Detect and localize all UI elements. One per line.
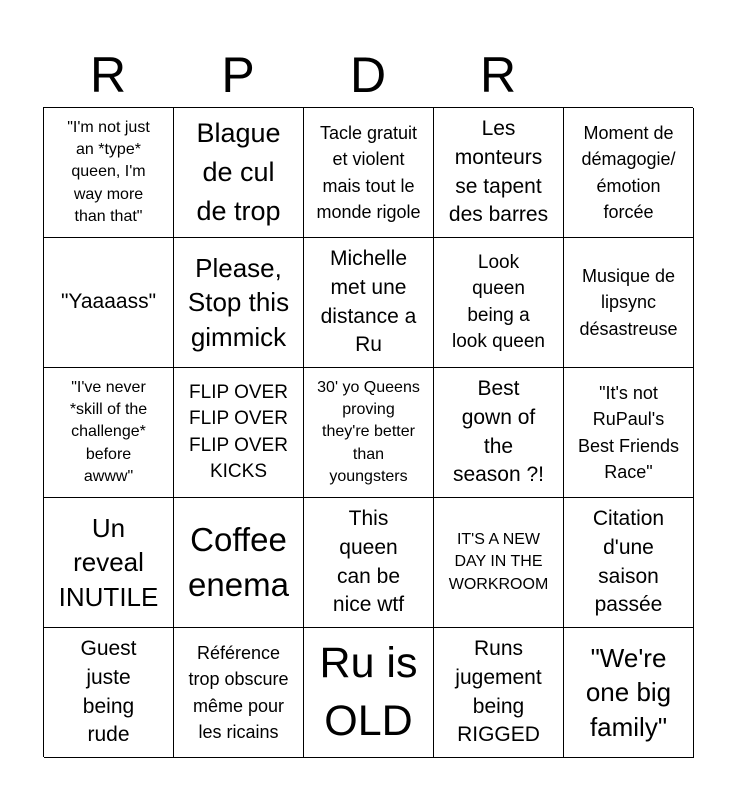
cell-text: Moment de démagogie/ émotion forcée: [581, 123, 676, 222]
bingo-cell-1-5[interactable]: [564, 108, 694, 238]
cell-text: Blague de cul de trop: [196, 117, 281, 227]
bingo-cell-1-4[interactable]: [434, 108, 564, 238]
bingo-cell-4-1[interactable]: [44, 498, 174, 628]
bingo-cell-3-1[interactable]: [44, 368, 174, 498]
cell-text: Coffee enema: [188, 520, 289, 603]
bingo-cell-4-4[interactable]: [434, 498, 564, 628]
bingo-cell-2-1[interactable]: [44, 238, 174, 368]
cell-text: Les monteurs se tapent des barres: [448, 116, 549, 227]
cell-text: This queen can be nice wtf: [332, 506, 405, 617]
bingo-cell-4-3[interactable]: [304, 498, 434, 628]
bingo-cell-1-1[interactable]: [44, 108, 174, 238]
bingo-cell-2-4[interactable]: [434, 238, 564, 368]
bingo-cell-2-5[interactable]: [564, 238, 694, 368]
cell-text: Guest juste being rude: [80, 636, 137, 747]
cell-text: "It's not RuPaul's Best Friends Race": [577, 383, 680, 482]
bingo-cell-5-4[interactable]: [434, 628, 564, 758]
header-letter-1: R: [89, 47, 127, 103]
cell-text: Un reveal INUTILE: [58, 513, 159, 612]
cell-text: Tacle gratuit et violent mais tout le monde rigole: [316, 123, 421, 222]
bingo-cell-3-4[interactable]: [434, 368, 564, 498]
cell-text: Référence trop obscure même pour les ricains: [188, 643, 289, 742]
cell-text: "We're one big family": [585, 643, 672, 742]
bingo-cell-3-5[interactable]: [564, 368, 694, 498]
cell-text: 30' yo Queens proving they're better than youngsters: [317, 378, 420, 486]
cell-text: Please, Stop this gimmick: [187, 253, 290, 352]
header-letter-2: P: [221, 47, 255, 103]
cell-text: Michelle met une distance a Ru: [320, 246, 417, 357]
bingo-cell-1-3[interactable]: [304, 108, 434, 238]
bingo-cell-2-3[interactable]: [304, 238, 434, 368]
cell-text: Runs jugement being RIGGED: [455, 636, 542, 747]
header-letter-4: R: [479, 47, 517, 103]
cell-text: Ru is OLD: [319, 638, 418, 745]
cell-text: Citation d'une saison passée: [592, 506, 665, 617]
bingo-cell-4-5[interactable]: [564, 498, 694, 628]
cell-text: Look queen being a look queen: [452, 252, 545, 352]
cell-text: "I'm not just an *type* queen, I'm way more than that": [67, 118, 150, 226]
bingo-cell-5-5[interactable]: [564, 628, 694, 758]
bingo-grid: [43, 107, 693, 757]
cell-text: IT'S A NEW DAY IN THE WORKROOM: [448, 530, 549, 593]
cell-text: "Yaaaass": [60, 290, 157, 314]
bingo-cell-3-3[interactable]: [304, 368, 434, 498]
bingo-cell-5-1[interactable]: [44, 628, 174, 758]
bingo-cell-4-2[interactable]: [174, 498, 304, 628]
cell-text: "I've never *skill of the challenge* before awww": [69, 378, 148, 486]
header-letter-3: D: [349, 47, 387, 103]
cell-text: FLIP OVER FLIP OVER FLIP OVER KICKS: [189, 382, 288, 482]
bingo-cell-5-2[interactable]: [174, 628, 304, 758]
bingo-header: [43, 42, 693, 108]
cell-text: Musique de lipsync désastreuse: [579, 266, 678, 339]
cell-text: Best gown of the season ?!: [452, 376, 545, 487]
header-letter-5: [563, 42, 693, 108]
bingo-cell-3-2[interactable]: [174, 368, 304, 498]
bingo-cell-1-2[interactable]: [174, 108, 304, 238]
bingo-cell-2-2[interactable]: [174, 238, 304, 368]
bingo-cell-5-3[interactable]: [304, 628, 434, 758]
